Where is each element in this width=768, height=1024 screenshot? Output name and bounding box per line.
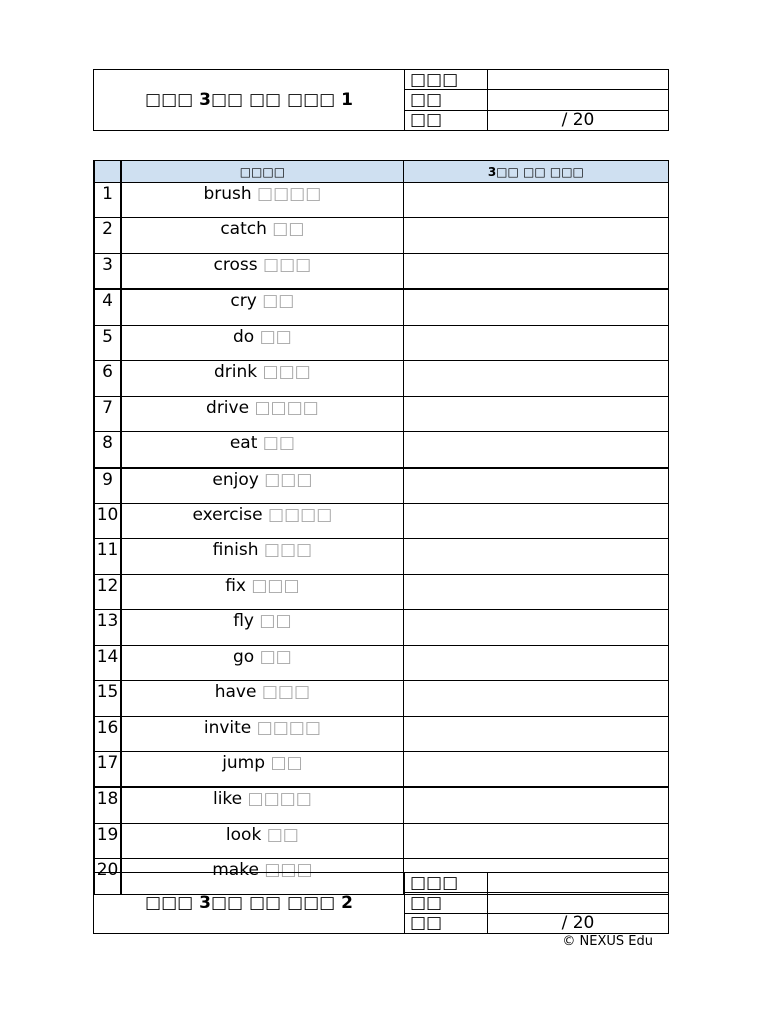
word-cell (121, 253, 403, 289)
word-cell (121, 325, 403, 360)
word-cell (121, 645, 403, 680)
row-number: 15 (94, 681, 121, 716)
word-meaning: □□ (259, 611, 292, 632)
word: like (212, 789, 243, 810)
word-meaning: □□ (272, 219, 305, 240)
row-number: 19 (94, 823, 121, 858)
table-row (94, 218, 669, 253)
table-row (94, 432, 669, 468)
row-number: 6 (94, 361, 121, 396)
answer-cell (403, 716, 668, 751)
word: cry (230, 291, 257, 312)
row-number: 2 (94, 218, 121, 253)
header-number (94, 161, 121, 183)
word-meaning: □□□ (262, 362, 311, 383)
word-table (93, 160, 669, 895)
word-meaning: □□□ (263, 254, 312, 275)
info-label: □□□ (405, 70, 488, 90)
word-cell (121, 539, 403, 574)
word-meaning: □□ (266, 824, 299, 845)
table-row (94, 823, 669, 858)
word-meaning: □□□ (264, 469, 313, 490)
row-number: 17 (94, 752, 121, 788)
row-number: 12 (94, 574, 121, 609)
word-cell (121, 574, 403, 609)
word-cell (121, 361, 403, 396)
table-row (94, 645, 669, 680)
answer-cell (403, 253, 668, 289)
row-number: 18 (94, 787, 121, 823)
word-meaning: □□ (259, 646, 292, 667)
worksheet-title: □□□ 3□□ □□ □□□ 1 (94, 70, 405, 131)
word-meaning: □□□ (251, 575, 300, 596)
table-body (94, 183, 669, 895)
word-meaning: □□□□ (247, 789, 312, 810)
word-cell (121, 681, 403, 716)
info-label: □□ (405, 90, 488, 110)
table-row (94, 253, 669, 289)
answer-cell (403, 432, 668, 468)
table-row (94, 325, 669, 360)
word-cell (121, 432, 403, 468)
word-cell (121, 468, 403, 504)
answer-cell (403, 574, 668, 609)
word-meaning: □□ (259, 326, 292, 347)
word-meaning: □□□□ (268, 504, 333, 525)
answer-cell (403, 503, 668, 538)
word: exercise (192, 504, 263, 525)
table-row (94, 503, 669, 538)
row-number: 20 (94, 859, 121, 894)
word: fix (225, 575, 246, 596)
word: drive (206, 397, 250, 418)
table-row (94, 183, 669, 218)
row-number: 3 (94, 253, 121, 289)
answer-cell (403, 183, 668, 218)
info-value (488, 90, 669, 110)
word: drink (214, 362, 258, 383)
answer-cell (403, 787, 668, 823)
table-row (94, 752, 669, 788)
word-cell (121, 183, 403, 218)
row-number: 5 (94, 325, 121, 360)
word: brush (203, 184, 252, 204)
row-number: 16 (94, 716, 121, 751)
answer-cell (403, 468, 668, 504)
answer-cell (403, 610, 668, 645)
word-meaning: □□□ (261, 682, 311, 703)
word-cell (121, 289, 403, 325)
word: make (212, 860, 259, 881)
answer-cell (403, 539, 668, 574)
word-meaning: □□□□ (256, 717, 321, 738)
word-cell (121, 503, 403, 538)
answer-cell (403, 218, 668, 253)
word: invite (203, 717, 252, 738)
row-number: 8 (94, 432, 121, 468)
word-cell (121, 610, 403, 645)
word: look (225, 824, 262, 845)
table-row (94, 787, 669, 823)
row-number: 4 (94, 289, 121, 325)
table-row (94, 681, 669, 716)
row-number: 13 (94, 610, 121, 645)
word-meaning: □□ (262, 433, 295, 454)
info-value (488, 873, 669, 893)
info-label: □□□ (405, 873, 488, 893)
word-cell (121, 218, 403, 253)
table-row (94, 574, 669, 609)
word: enjoy (212, 469, 259, 490)
score-value: / 20 (488, 110, 669, 130)
row-number: 1 (94, 183, 121, 218)
word: do (233, 326, 255, 347)
info-label: □□ (405, 913, 488, 933)
header-answer: 3□□ □□ □□□ (403, 161, 668, 183)
word: go (233, 646, 255, 667)
word: finish (212, 540, 259, 561)
copyright-text: © NEXUS Edu (562, 934, 653, 949)
word: catch (220, 219, 267, 240)
word-cell (121, 823, 403, 858)
word-meaning: □□ (262, 291, 295, 312)
table-row (94, 361, 669, 396)
answer-cell (403, 645, 668, 680)
bottom-info-block (93, 872, 669, 934)
table-row (94, 396, 669, 431)
row-number: 10 (94, 503, 121, 538)
table-header-row (94, 161, 669, 183)
word-meaning: □□□□ (254, 397, 319, 418)
word-cell (121, 787, 403, 823)
top-info-block (93, 69, 669, 131)
word: cross (213, 254, 258, 275)
word-cell (121, 716, 403, 751)
table-row (94, 716, 669, 751)
word: eat (229, 433, 258, 454)
info-value (488, 893, 669, 913)
row-number: 11 (94, 539, 121, 574)
table-row (94, 610, 669, 645)
word-cell (121, 752, 403, 788)
table-row (94, 539, 669, 574)
row-number: 14 (94, 645, 121, 680)
table-row (94, 468, 669, 504)
word-meaning: □□□ (264, 860, 313, 881)
table-row (94, 289, 669, 325)
row-number: 7 (94, 396, 121, 431)
word-meaning: □□ (270, 753, 303, 773)
answer-cell (403, 681, 668, 716)
answer-cell (403, 823, 668, 858)
word-meaning: □□□□ (257, 184, 322, 204)
worksheet-title-2: □□□ 3□□ □□ □□□ 2 (94, 873, 405, 934)
word: have (214, 682, 257, 703)
score-value: / 20 (488, 913, 669, 933)
answer-cell (403, 396, 668, 431)
answer-cell (403, 289, 668, 325)
row-number: 9 (94, 468, 121, 504)
word-meaning: □□□ (263, 540, 313, 561)
info-label: □□ (405, 893, 488, 913)
answer-cell (403, 325, 668, 360)
header-word: □□□□ (121, 161, 403, 183)
answer-cell (403, 361, 668, 396)
word: jump (222, 753, 266, 773)
info-value (488, 70, 669, 90)
answer-cell (403, 752, 668, 788)
info-label: □□ (405, 110, 488, 130)
word-cell (121, 396, 403, 431)
word: fly (233, 611, 254, 632)
